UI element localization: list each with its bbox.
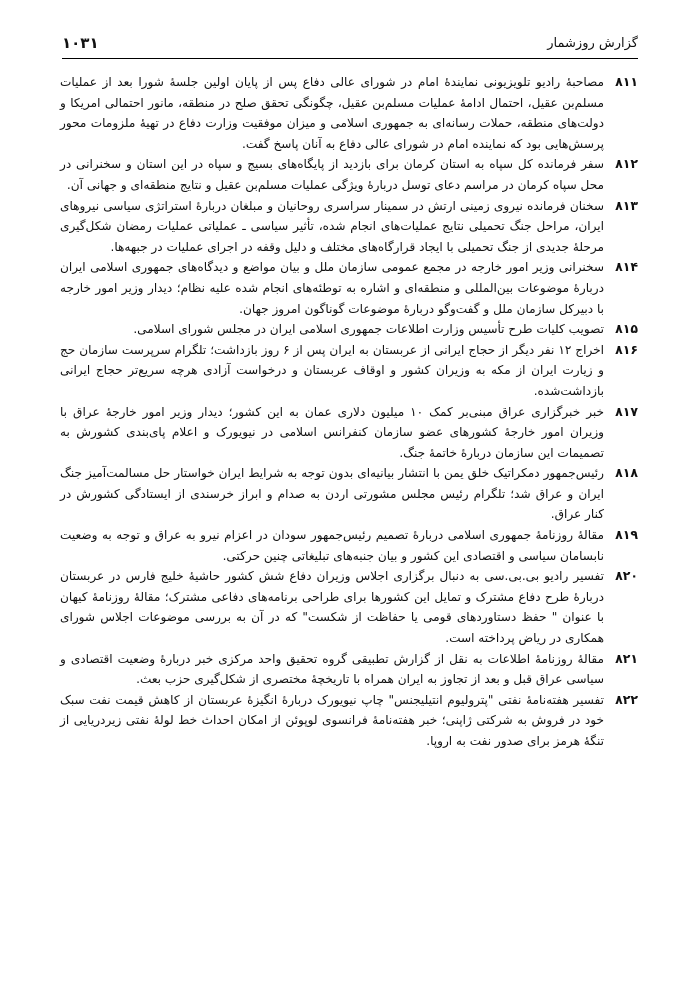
page-number: ۱۰۳۱ — [62, 34, 99, 52]
list-item — [60, 690, 638, 752]
entry-number: ۸۱۷ — [615, 403, 638, 419]
entry-text: مقالهٔ روزنامهٔ اطلاعات به نقل از گزارش تطبیقی گروه تحقیق واحد مرکزی خبر دربارهٔ وضعیت اقتصادی و سیاسی عراق قبل و بعد از تجاوز به ایران همراه با تاریخچهٔ مختصری از شکل‌گیری حزب بعث. — [60, 651, 604, 687]
entry-text: رئیس‌جمهور دمکراتیک خلق یمن با انتشار بیانیه‌ای بدون توجه به شرایط ایران خواستار حل مسالمت‌آمیز جنگ ایران و عراق شد؛ تلگرام رئیس مجلس مشورتی اردن به صدام و ابراز خرسندی از ایستادگی کشورش در کنار عراق. — [60, 466, 604, 522]
entry-text: تصویب کلیات طرح تأسیس وزارت اطلاعات جمهوری اسلامی ایران در مجلس شورای اسلامی. — [133, 322, 604, 337]
entry-number: ۸۱۳ — [615, 197, 638, 213]
running-title: گزارش روزشمار — [547, 36, 638, 51]
list-item — [60, 196, 638, 258]
entry-text: سخنان فرمانده نیروی زمینی ارتش در سمینار سراسری روحانیان و مبلغان دربارهٔ استراتژی سیاسی نیروهای ایران، مراحل جنگ تحمیلی نتایج عملیات‌های انجام شده، تأثیر سیاسی ـ عملیاتی عملیات رمضان شکل‌گیری مرحلهٔ جدیدی از جنگ تحمیلی با ایجاد قرارگاه‌های مختلف و دلیل وقفه در اجرای عملیات در جبهه‌ها. — [60, 198, 604, 254]
entry-text: تفسیر هفته‌نامهٔ نفتی "پترولیوم انتیلیجنس" چاپ نیویورک دربارهٔ انگیزهٔ عربستان از کاهش قیمت نفت سبک خود در فروش به شرکتی ژاپنی؛ خبر هفته‌نامهٔ فرانسوی لوپوئن از امکان احداث خط لولهٔ نفتی زیردریایی از تنگهٔ هرمز برای صدور نفت به اروپا. — [60, 692, 604, 748]
list-item — [60, 154, 638, 195]
entry-text: مصاحبهٔ رادیو تلویزیونی نمایندهٔ امام در شورای عالی دفاع پس از پایان اولین جلسهٔ شورا بعد از عملیات مسلم‌بن عقیل، احتمال ادامهٔ عملیات مسلم‌بن عقیل، چگونگی تحقق صلح در منطقه، مانور احتمالی امریکا و دولت‌های منطقه، حملات رسانه‌ای به جمهوری اسلامی و میزان موفقیت وزارت دفاع در تهیهٔ ملزومات محور پرسش‌هایی بود که نماینده امام در شورای عالی دفاع به آنان پاسخ گفت. — [60, 75, 604, 151]
entry-text: تفسیر رادیو بی.بی.سی به دنبال برگزاری اجلاس وزیران دفاع شش کشور حاشیهٔ خلیج فارس در عربستان دربارهٔ طرح دفاع مشترک و تمایل این کشورها برای طراحی برنامه‌های دفاعی مشترک؛ مقالهٔ روزنامهٔ کیهان با عنوان " حفظ دستاوردهای قومی یا حفاظت از شکست" که در آن به بررسی موضوعات اجلاس شورای همکاری در ریاض پرداخته است. — [60, 569, 604, 646]
list-item — [60, 257, 638, 319]
entry-number: ۸۲۱ — [615, 650, 638, 666]
list-item — [60, 566, 638, 648]
list-item — [60, 319, 638, 340]
entry-number: ۸۱۵ — [615, 321, 638, 337]
entry-text: مقالهٔ روزنامهٔ جمهوری اسلامی دربارهٔ تصمیم رئیس‌جمهور سودان در اعزام نیرو به عراق و توجه به وضعیت نابسامان سیاسی و اقتصادی این کشور و بیان جنبه‌های تبلیغاتی چنین حرکتی. — [60, 528, 604, 563]
entry-number: ۸۱۱ — [615, 74, 638, 89]
entry-text: سفر فرمانده کل سپاه به استان کرمان برای بازدید از پایگاه‌های بسیج و سپاه در این استان و سخنرانی در محل سپاه کرمان در مراسم دعای توسل دربارهٔ ویژگی عملیات مسلم‌بن عقیل و نتایج منطقه‌ای و جهانی آن. — [60, 157, 604, 192]
list-item — [60, 72, 638, 154]
entry-number: ۸۱۴ — [615, 259, 638, 275]
list-item — [60, 649, 638, 690]
list-item — [60, 463, 638, 525]
entry-number: ۸۱۹ — [615, 527, 638, 543]
entry-number: ۸۱۲ — [615, 156, 638, 172]
entry-number: ۸۲۰ — [615, 568, 638, 584]
entry-text: سخنرانی وزیر امور خارجه در مجمع عمومی سازمان ملل و بیان مواضع و دیدگاه‌های جمهوری اسلامی ایران دربارهٔ موضوعات بین‌المللی و منطقه‌ای و اشاره به توطئه‌های انجام شده علیه نظام؛ دیدار وزیر امور خارجه با دبیرکل سازمان ملل و گفت‌وگو دربارهٔ موضوعات گوناگون امروز جهان. — [60, 260, 604, 316]
page-header — [62, 34, 638, 59]
list-item — [60, 340, 638, 402]
entry-list — [60, 72, 638, 752]
entry-number: ۸۱۸ — [615, 465, 638, 481]
entry-number: ۸۱۶ — [615, 341, 638, 357]
list-item — [60, 402, 638, 464]
entry-text: اخراج ۱۲ نفر دیگر از حجاج ایرانی از عربستان به ایران پس از ۶ روز بازداشت؛ تلگرام سرپرست سازمان حج و زیارت ایران از مکه به وزیران کشور و اوقاف عربستان و درخواست آزادی هرچه سریع‌تر حجاج ایرانی بازداشت‌شده. — [60, 342, 604, 398]
entry-number: ۸۲۲ — [615, 691, 638, 707]
entry-text: خبر خبرگزاری عراق مبنی‌بر کمک ۱۰ میلیون دلاری عمان به این کشور؛ دیدار وزیر امور خارجهٔ عراق با وزیران امور خارجهٔ کشورهای عضو سازمان کنفرانس اسلامی در نیویورک و اعلام پای‌بندی کشورش به تصمیمات این سازمان دربارهٔ خاتمهٔ جنگ. — [60, 404, 604, 460]
list-item — [60, 525, 638, 566]
